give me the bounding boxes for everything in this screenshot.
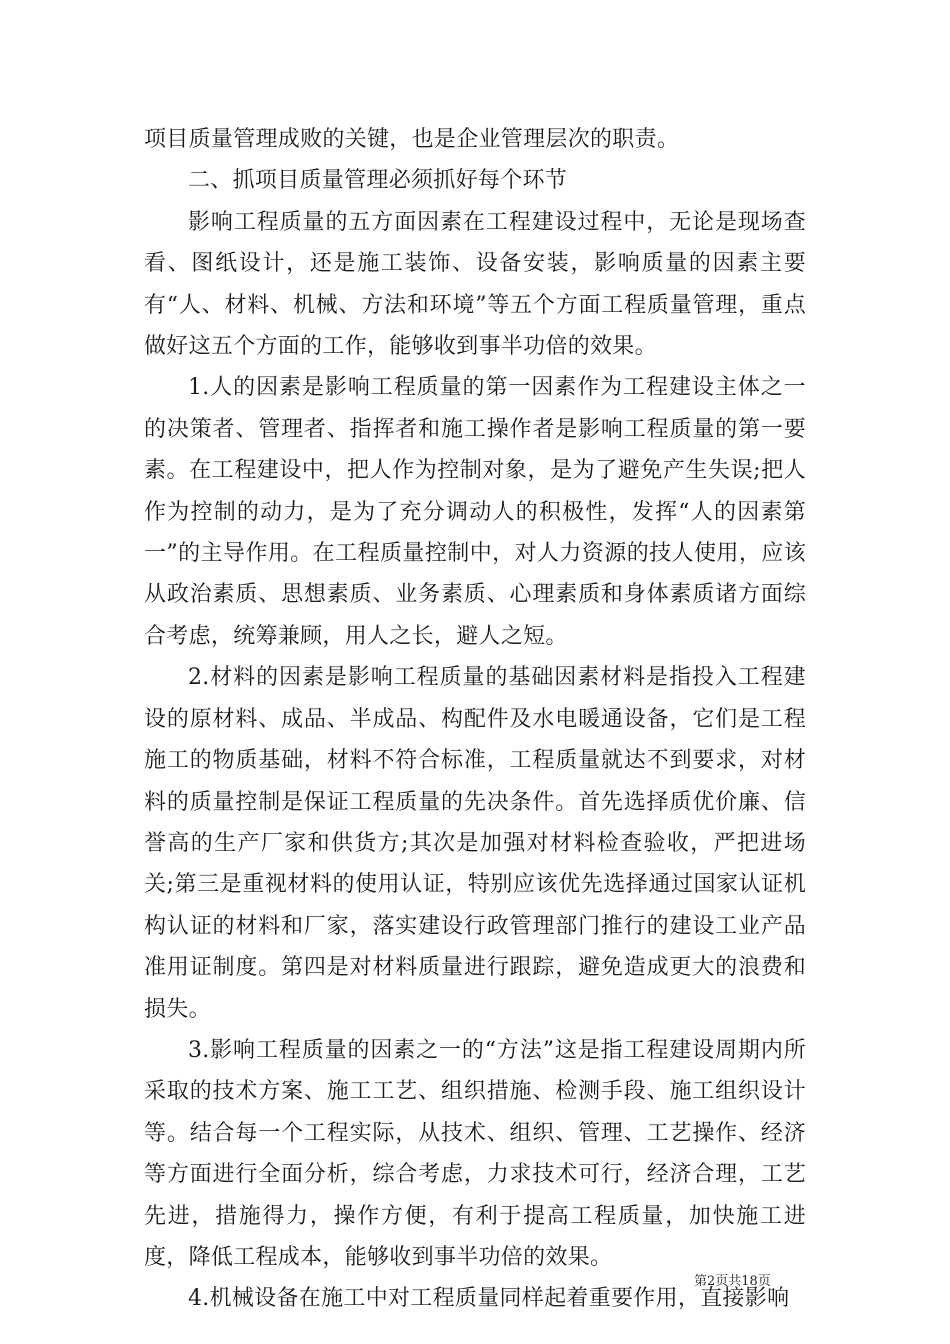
paragraph-material-factor: 2.材料的因素是影响工程质量的基础因素材料是指投入工程建设的原材料、成品、半成品、构配件及水电暖通设备，它们是工程施工的物质基础，材料不符合标准，工程质量就达不到要求，对材料的质量控制是保证工程质量的先决条件。首先选择质优价廉、信誉高的生产厂家和供货方;其次是加强对材料检查验收，严把进场关;第三是重视材料的使用认证，特别应该优先选择通过国家认证机构认证的材料和厂家，落实建设行政管理部门推行的建设工业产品准用证制度。第四是对材料质量进行跟踪，避免造成更大的浪费和损失。 [144, 665, 806, 1022]
page-number-footer: 第2页共18页 [694, 1274, 771, 1289]
paragraph-machinery-factor: 4.机械设备在施工中对工程质量同样起着重要作用，直接影响 [188, 1286, 790, 1312]
section-heading: 二、抓项目质量管理必须抓好每个环节 [188, 168, 568, 194]
paragraph-continuation: 项目质量管理成败的关键，也是企业管理层次的职责。 [144, 127, 680, 152]
paragraph-method-factor: 3.影响工程质量的因素之一的“方法”这是指工程建设周期内所采取的技术方案、施工工艺、组织措施、检测手段、施工组织设计等。结合每一个工程实际，从技术、组织、管理、工艺操作、经济等方面进行全面分析，综合考虑，力求技术可行，经济合理，工艺先进，措施得力，操作方便，有利于提高工程质量，加快施工进度，降低工程成本，能够收到事半功倍的效果。 [144, 1037, 806, 1270]
paragraph-five-factors: 影响工程质量的五方面因素在工程建设过程中，无论是现场查看、图纸设计，还是施工装饰、设备安装，影响质量的因素主要有“人、材料、机械、方法和环境”等五个方面工程质量管理，重点做好这五个方面的工作，能够收到事半功倍的效果。 [144, 209, 806, 360]
paragraph-human-factor: 1.人的因素是影响工程质量的第一因素作为工程建设主体之一的决策者、管理者、指挥者和施工操作者是影响工程质量的第一要素。在工程建设中，把人作为控制对象，是为了避免产生失误;把人作为控制的动力，是为了充分调动人的积极性，发挥“人的因素第一”的主导作用。在工程质量控制中，对人力资源的技人使用，应该从政治素质、思想素质、业务素质、心理素质和身体素质诸方面综合考虑，统筹兼顾，用人之长，避人之短。 [144, 375, 806, 649]
document-body [144, 119, 806, 1320]
